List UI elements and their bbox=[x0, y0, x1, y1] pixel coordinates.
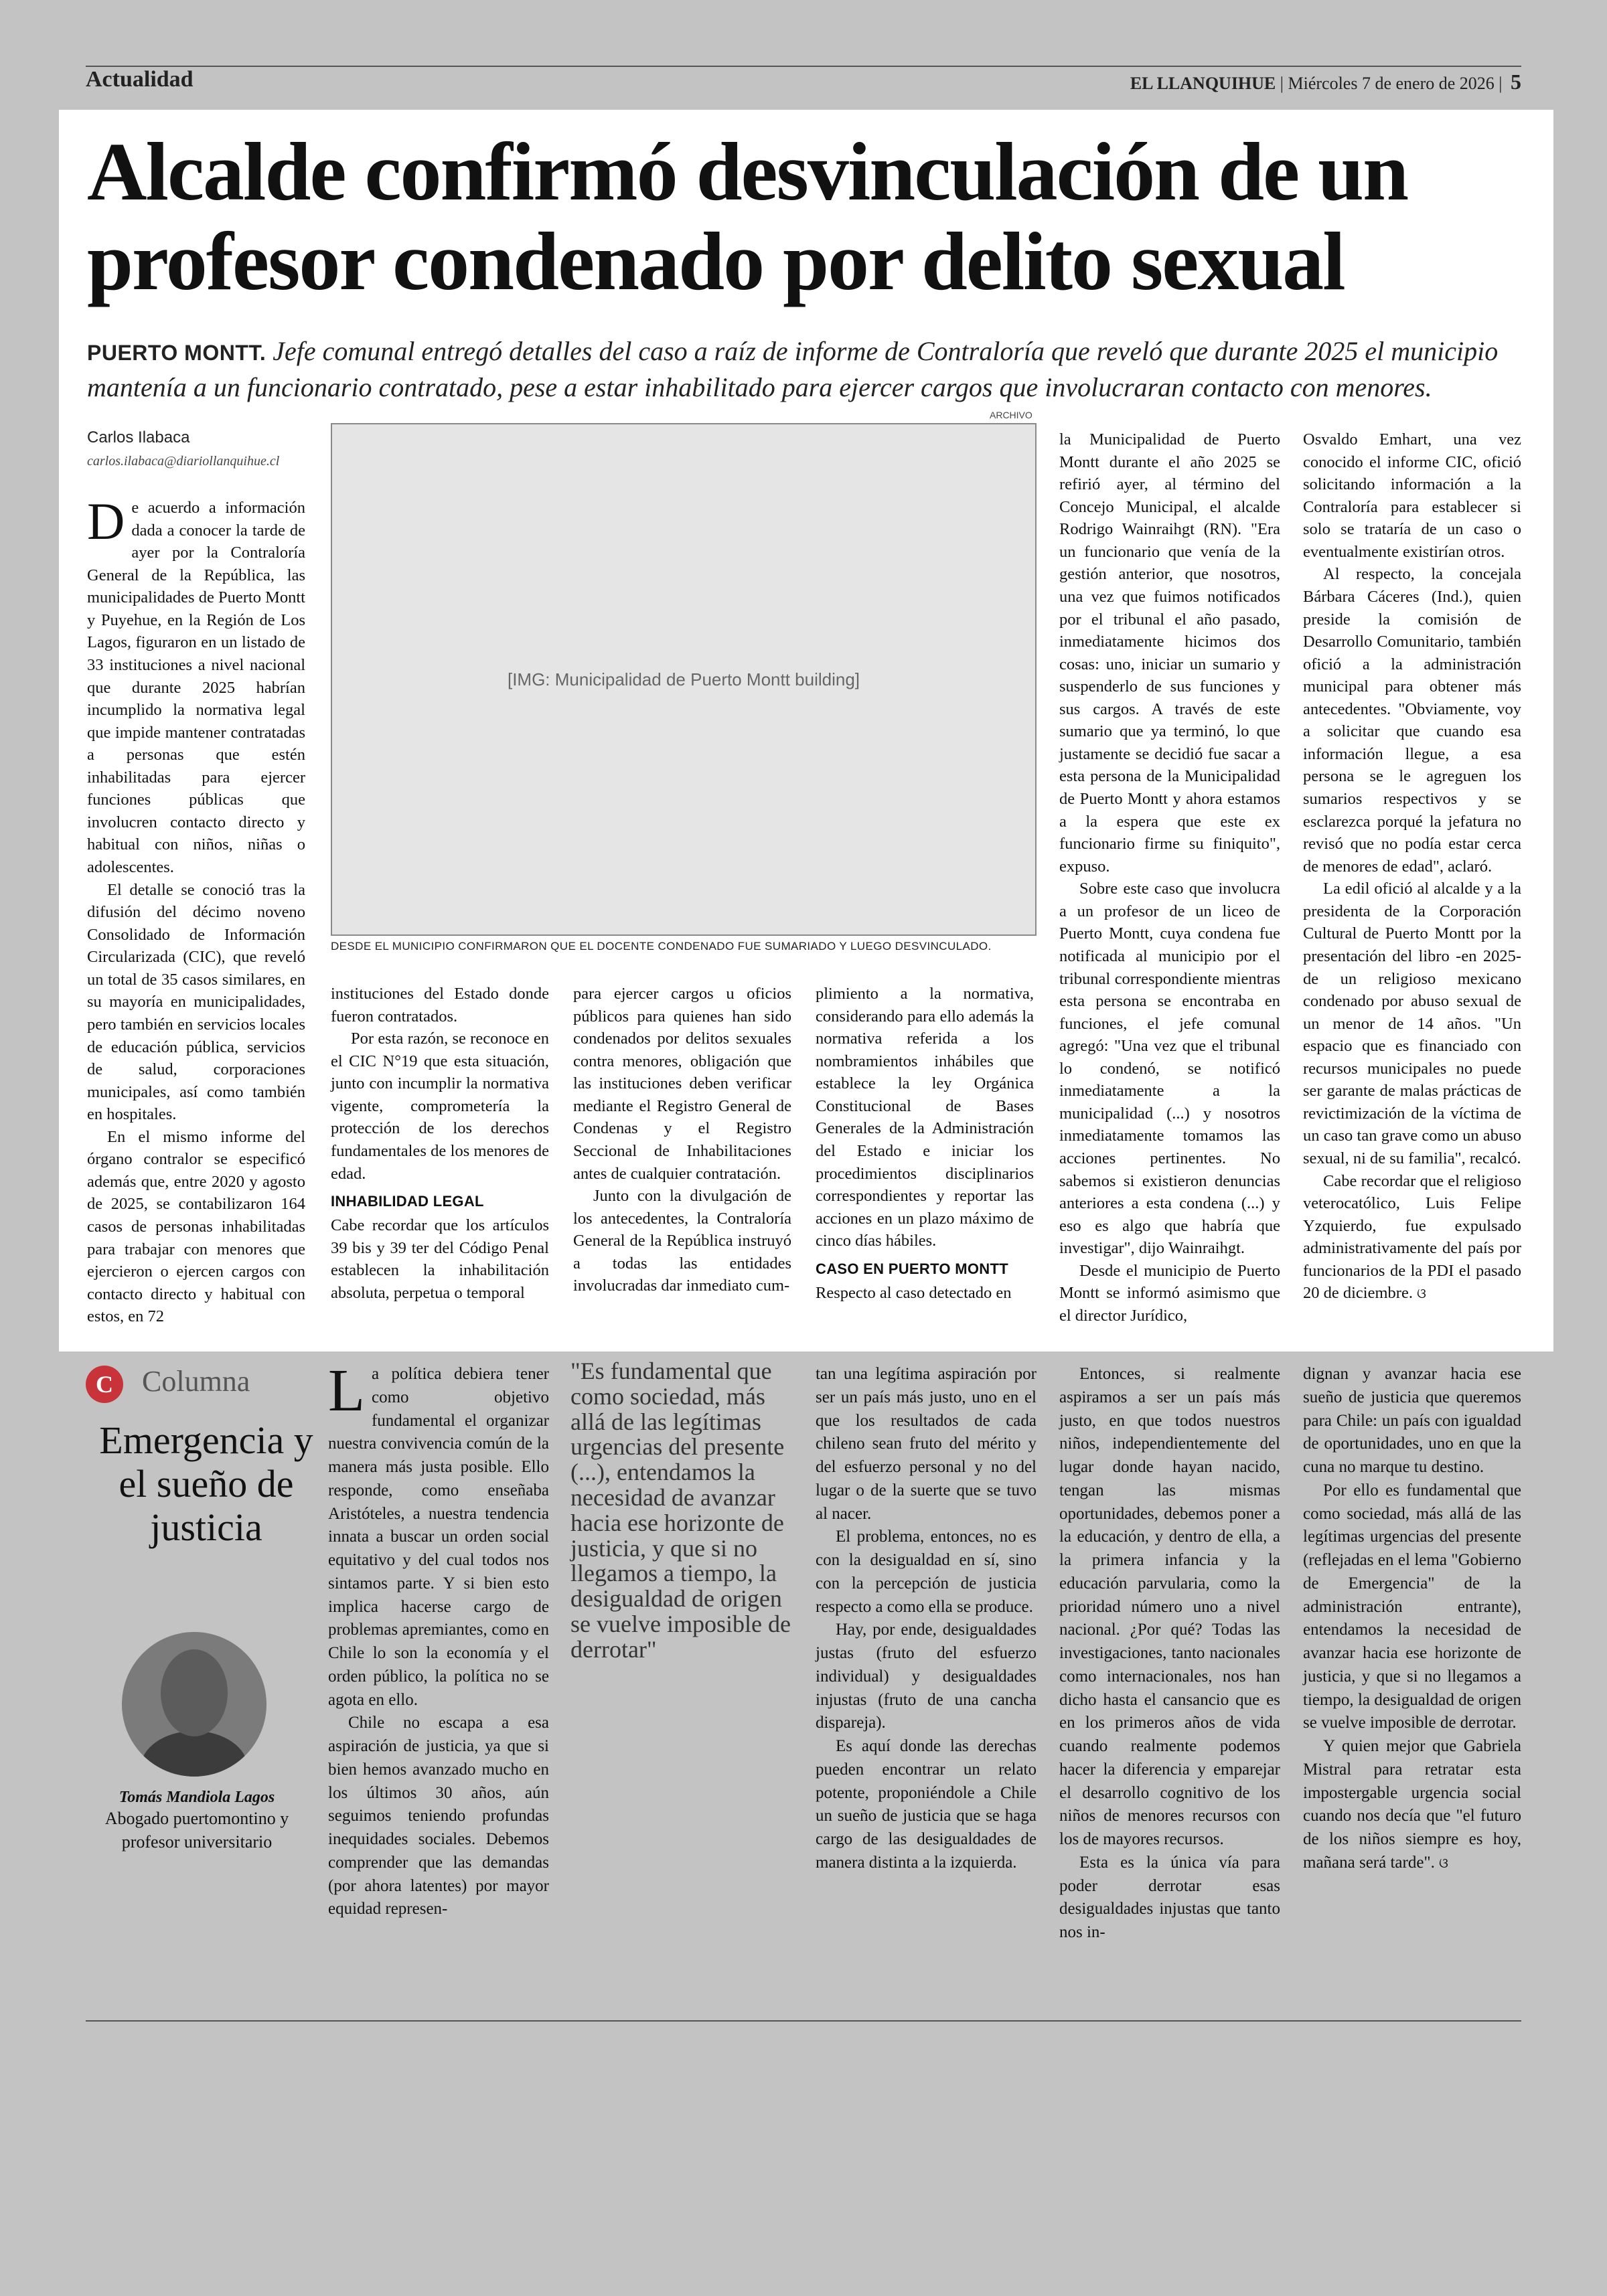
paragraph: Es aquí donde las derechas pueden encontrar un relato potente, proponiéndole a Chile un sueño de justicia que se haga cargo de las desigualdades de manera distinta a la izquierda. bbox=[816, 1737, 1037, 1872]
paragraph: El problema, entonces, no es con la desigualdad en sí, sino con la percepción de justicia respecto a como ella se produce. bbox=[816, 1528, 1037, 1616]
opinion-column-5 bbox=[1303, 1363, 1521, 1875]
opinion-column-4 bbox=[1059, 1363, 1280, 1945]
paragraph: dignan y avanzar hacia ese sueño de justicia que queremos para Chile: un país con igualdad de oportunidades, uno en que la cuna no marque tu destino. bbox=[1303, 1365, 1521, 1476]
paragraph: instituciones del Estado donde fueron contratados. bbox=[331, 985, 549, 1026]
paragraph: La edil ofició al alcalde y a la presidenta de la Corporación Cultural de Puerto Montt por la presentación del libro -en 2025- de un religioso mexicano condenado por abuso sexual de un menor de 14 años. "Un espacio que es financiado con recursos municipales no puede ser garante de malas prácticas de revictimización de la víctima de un caso tan grave como un abuso sexual, ni de su familia", recalcó. bbox=[1303, 880, 1521, 1167]
top-rule bbox=[86, 66, 1521, 67]
headline: Alcalde confirmó desvinculación de un profesor condenado por delito sexual bbox=[87, 126, 1408, 307]
end-mark-icon: ଓ bbox=[1417, 1285, 1426, 1302]
column-title: Emergencia y el sueño de justicia bbox=[99, 1418, 313, 1549]
column-author-role: Abogado puertomontino y profesor universitario bbox=[104, 1809, 289, 1852]
drop-cap: L bbox=[328, 1358, 365, 1424]
paragraph-text: Cabe recordar que el religioso veterocatólico, Luis Felipe Yzquierdo, fue expulsado administrativamente del país por funcionarios de la PDI el pasado 20 de diciembre. bbox=[1303, 1171, 1521, 1303]
deck bbox=[87, 333, 1527, 406]
column-author-name: Tomás Mandiola Lagos bbox=[119, 1789, 275, 1806]
paragraph: Respecto al caso detectado en bbox=[816, 1283, 1012, 1302]
column-author bbox=[86, 1789, 308, 1854]
paragraph: Al respecto, la concejala Bárbara Cáceres (Ind.), quien preside la comisión de Desarrollo Comunitario, también ofició a la administración municipal para obtener más antecedentes. "Obviamente, voy a solicitar que cuando esa información llegue, a esa persona se le agreguen los sumarios respectivos y se esclarezca porqué la jefatura no revisó que no podía estar cerca de menores de edad", aclaró. bbox=[1303, 565, 1521, 876]
author-avatar bbox=[122, 1632, 266, 1777]
section-label: Actualidad bbox=[86, 67, 194, 92]
drop-cap: D bbox=[87, 492, 125, 550]
paragraph-text: Y quien mejor que Gabriela Mistral para retratar esta impostergable urgencia social cuando nos decía que "el futuro de los niños siempre es hoy, mañana será tarde". bbox=[1303, 1737, 1521, 1872]
subhead: CASO EN PUERTO MONTT bbox=[816, 1260, 1008, 1277]
lead-paragraph bbox=[87, 492, 305, 879]
article-column-1 bbox=[87, 492, 305, 1328]
subhead: INHABILIDAD LEGAL bbox=[331, 1193, 484, 1210]
byline bbox=[87, 428, 315, 469]
paragraph: Junto con la divulgación de los antecedentes, la Contraloría General de la República instruyó a todas las entidades involucradas dar inmediato cum- bbox=[573, 1187, 791, 1295]
paragraph: Desde el municipio de Puerto Montt se informó asimismo que el director Jurídico, bbox=[1059, 1261, 1280, 1325]
paragraph bbox=[1303, 1735, 1521, 1875]
deck-place: PUERTO MONTT. bbox=[87, 341, 266, 365]
photo-credit: ARCHIVO bbox=[990, 410, 1032, 420]
paragraph: Hay, por ende, desigualdades justas (fruto del esfuerzo individual) y desigualdades injustas (fruto de una cancha dispareja). bbox=[816, 1621, 1037, 1732]
opinion-column-1 bbox=[328, 1358, 549, 1921]
paragraph: Osvaldo Emhart, una vez conocido el informe CIC, ofició solicitando información a la Contraloría para establecer si solo se trataría de un caso o eventualmente existirían otros. bbox=[1303, 430, 1521, 561]
photo-caption: DESDE EL MUNICIPIO CONFIRMARON QUE EL DOCENTE CONDENADO FUE SUMARIADO Y LUEGO DESVINCULADO. bbox=[331, 940, 992, 953]
paragraph: plimiento a la normativa, considerando para ello además la normativa referida a los nombramientos inhábiles que establece la ley Orgánica Constitucional de Bases Generales de la Administración del Estado e iniciar los procedimientos disciplinarios correspondientes y reportar las acciones en un plazo máximo de cinco días hábiles. bbox=[816, 985, 1034, 1250]
paragraph: El detalle se conoció tras la difusión del décimo noveno Consolidado de Información Circularizada (CIC), que reveló un total de 35 casos similares, en su mayoría en municipalidades, pero también en servicios locales de educación pública, servicios de salud, corporaciones municipales, así como también en hospitales. bbox=[87, 880, 305, 1124]
issue-date: Miércoles 7 de enero de 2026 bbox=[1288, 74, 1495, 93]
paragraph: Por ello es fundamental que como sociedad, más allá de las legítimas urgencias del presente (reflejadas en el lema "Gobierno de Emergencia" de la administración entrante), entendamos la necesidad de avanzar hacia ese horizonte de justicia, y que si no llegamos a tiempo, la desigualdad de origen se vuelve imposible de derrotar. bbox=[1303, 1481, 1521, 1732]
paragraph: En el mismo informe del órgano contralor se especificó además que, entre 2020 y agosto de 2025, se contabilizaron 164 casos de personas inhabilitadas para trabajar con menores que ejercieron o ejercen cargos con contacto directo y habitual con estos, en 72 bbox=[87, 1127, 305, 1326]
article-column-2 bbox=[331, 983, 549, 1304]
bottom-rule bbox=[86, 2020, 1521, 2022]
page-number: 5 bbox=[1511, 70, 1521, 94]
paragraph: Chile no escapa a esa aspiración de justicia, ya que si bien hemos avanzado mucho en los últimos 30 años, aún seguimos teniendo profundas inequidades sociales. Debemos comprender que las demandas (por ahora latentes) por mayor equidad represen- bbox=[328, 1714, 549, 1918]
municipal-building-photo: [IMG: Municipalidad de Puerto Montt building] bbox=[331, 423, 1037, 936]
paragraph: Sobre este caso que involucra a un profesor de un liceo de Puerto Montt, cuya condena fue notificada al municipio por el tribunal correspondiente mientras esta persona se encontraba en funciones, el jefe comunal agregó: "Una vez que el tribunal lo condenó, se notificó inmediatamente a la municipalidad (...) y nosotros inmediatamente tomamos las acciones pertinentes. No sabemos si existieron denuncias anteriores a esta condena (...) y eso es algo que habría que investigar", dijo Wainraihgt. bbox=[1059, 880, 1280, 1258]
end-mark-icon: ଓ bbox=[1439, 1854, 1448, 1871]
opinion-column-3 bbox=[816, 1363, 1037, 1875]
deck-text: Jefe comunal entregó detalles del caso a raíz de informe de Contraloría que reveló que durante 2025 el municipio mantenía a un funcionario contratado, pese a estar inhabilitado para ejercer cargos que involucraran contacto con menores. bbox=[87, 336, 1499, 402]
paragraph-text: a política debiera tener como objetivo fundamental el organizar nuestra convivencia común de la manera más justa posible. Ello responde, como enseñaba Aristóteles, a nuestra tendencia innata a buscar un orden social equitativo y del cual todos nos sintamos parte. Y si bien esto implica hacerse cargo de problemas apremiantes, como en Chile lo son la economía y el orden público, la política no se agota en ello. bbox=[328, 1365, 549, 1709]
paragraph: Por esta razón, se reconoce en el CIC N°19 que esta situación, junto con incumplir la normativa vigente, comprometería la protección de los derechos fundamentales de los menores de edad. bbox=[331, 1030, 549, 1183]
article-column-4 bbox=[816, 983, 1034, 1304]
column-label: Columna bbox=[142, 1365, 250, 1398]
author-email: carlos.ilabaca@diariollanquihue.cl bbox=[87, 454, 280, 469]
paragraph: Esta es la única vía para poder derrotar esas desigualdades injustas que tanto nos in- bbox=[1059, 1853, 1280, 1941]
paragraph: para ejercer cargos u oficios públicos para quienes han sido condenados por delitos sexuales contra menores, obligación que las instituciones deben verificar mediante el Registro General de Condenas y el Registro Seccional de Inhabilitaciones antes de cualquier contratación. bbox=[573, 985, 791, 1183]
author-name: Carlos Ilabaca bbox=[87, 428, 190, 446]
paper-name: EL LLANQUIHUE bbox=[1130, 74, 1276, 93]
paragraph-text: e acuerdo a información dada a conocer la tarde de ayer por la Contraloría General de la República, las municipalidades de Puerto Montt y Puyehue, en la Región de Los Lagos, figuraron en un listado de 33 instituciones a nivel nacional que durante 2025 habrían incumplido la normativa legal que impide mantener contratadas a personas que estén inhabilitadas para ejercer funciones públicas que involucren contacto directo y habitual con niños, niñas o adolescentes. bbox=[87, 499, 305, 876]
article-column-3 bbox=[573, 983, 791, 1297]
masthead: EL LLANQUIHUE | Miércoles 7 de enero de 2026 | 5 bbox=[1130, 70, 1521, 94]
pull-quote: "Es fundamental que como sociedad, más allá de las legítimas urgencias del presente (...), entendamos la necesidad de avanzar hacia ese horizonte de justicia, y que si no llegamos a tiempo, la desigualdad de origen se vuelve imposible de derrotar" bbox=[570, 1358, 791, 1663]
article-column-6 bbox=[1303, 428, 1521, 1305]
paragraph: la Municipalidad de Puerto Montt durante el año 2025 se refirió ayer, al término del Concejo Municipal, el alcalde Rodrigo Wainraihgt (RN). "Era un funcionario que venía de la gestión anterior, que nosotros, una vez que fuimos notificados por el tribunal el año pasado, inmediatamente hicimos dos cosas: uno, iniciar un sumario y suspenderlo de sus funciones y sus cargos. A través de este sumario que ya terminó, lo que justamente se decidió fue sacar a esta persona de la Municipalidad de Puerto Montt y ahora estamos a la espera que este ex funcionario firme su finiquito", expuso. bbox=[1059, 430, 1280, 876]
paragraph bbox=[1303, 1170, 1521, 1305]
article-column-5 bbox=[1059, 428, 1280, 1327]
lead-paragraph bbox=[328, 1358, 549, 1712]
paragraph: tan una legítima aspiración por ser un país más justo, uno en el que los resultados de cada chileno sean fruto del mérito y del esfuerzo personal y no del lugar o de la suerte que se tuvo al nacer. bbox=[816, 1365, 1037, 1523]
column-badge-icon: C bbox=[86, 1366, 123, 1403]
paragraph: Cabe recordar que los artículos 39 bis y 39 ter del Código Penal establecen la inhabilitación absoluta, perpetua o temporal bbox=[331, 1216, 549, 1302]
paragraph: Entonces, si realmente aspiramos a ser un país más justo, en que todos nuestros niños, independientemente del lugar donde hayan nacido, tengan las mismas oportunidades, debemos poner a la educación, y dentro de ella, a la primera infancia y la educación parvularia, como la prioridad número uno a nivel nacional. ¿Por qué? Todas las investigaciones, tanto nacionales como internacionales, nos han dicho hasta el cansancio que es en los primeros años de vida cuando realmente podemos hacer la diferencia y emparejar el desarrollo cognitivo de los niños de menores recursos con los de mayores recursos. bbox=[1059, 1365, 1280, 1848]
